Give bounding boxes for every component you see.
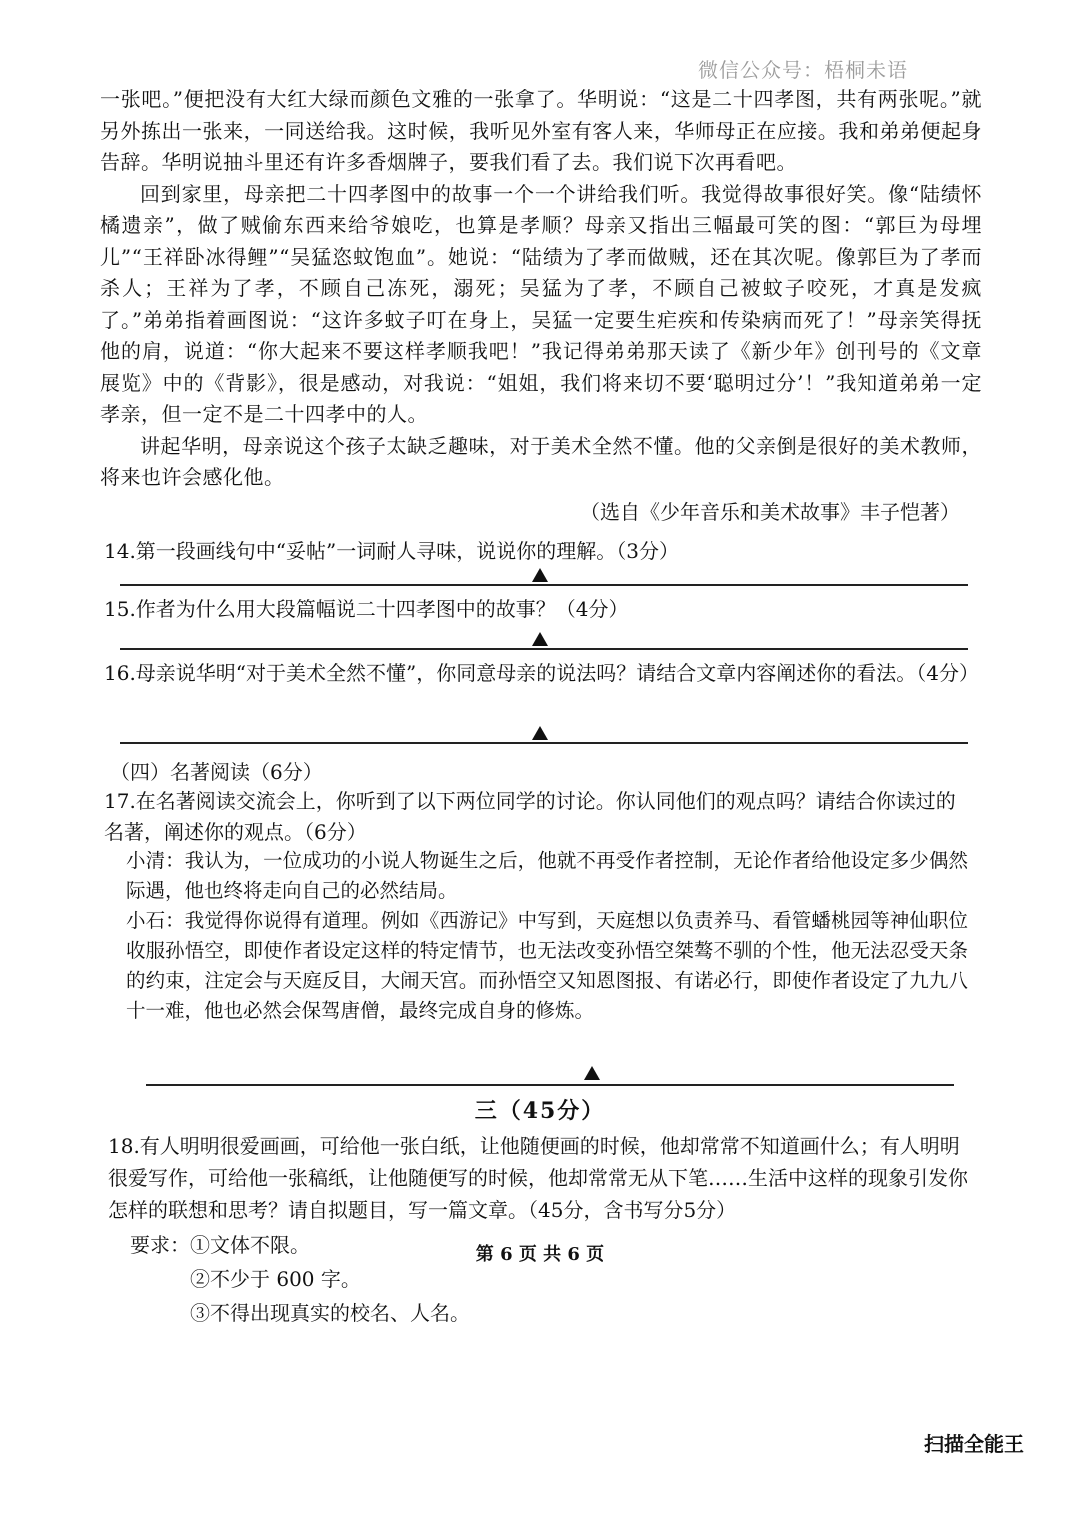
- requirement-2: ②不少于 600 字。: [190, 1267, 361, 1291]
- section-4-heading: （四）名著阅读（6分）: [110, 760, 323, 784]
- reading-passage: [100, 84, 982, 494]
- speaker-label: 小石：: [126, 909, 185, 932]
- passage-paragraph-1: 一张吧。”便把没有大红大绿而颜色文雅的一张拿了。华明说：“这是二十四孝图，共有两张呢。”就另外拣出一张来，一同送给我。这时候，我听见外室有客人来，华师母正在应接。我和弟弟便起身告辞。华明说抽斗里还有许多香烟牌子，要我们看了去。我们说下次再看吧。: [100, 87, 982, 174]
- answer-line-17[interactable]: [146, 1084, 954, 1086]
- answer-marker-icon: [532, 632, 548, 646]
- requirement-1: ①文体不限。: [190, 1233, 310, 1257]
- answer-marker-icon: [532, 568, 548, 582]
- scanner-watermark: 扫描全能王: [924, 1432, 1024, 1456]
- speaker-label: 小清：: [126, 849, 185, 872]
- dialog-text: 我认为，一位成功的小说人物诞生之后，他就不再受作者控制，无论作者给他设定多少偶然际遇，他也终将走向自己的必然结局。: [126, 849, 968, 902]
- passage-source: （选自《少年音乐和美术故事》丰子恺著）: [580, 500, 960, 524]
- answer-line-14[interactable]: [120, 584, 968, 586]
- answer-line-16[interactable]: [120, 742, 968, 744]
- watermark-text: 微信公众号：梧桐未语: [698, 58, 908, 82]
- dialog-xiaoshi: [126, 906, 968, 1026]
- dialog-xiaoqing: [126, 846, 968, 906]
- answer-marker-icon: [532, 726, 548, 740]
- question-16-text: 16.母亲说华明“对于美术全然不懂”，你同意母亲的说法吗？请结合文章内容阐述你的看法。（4分）: [104, 661, 979, 685]
- requirement-3: ③不得出现真实的校名、人名。: [190, 1301, 470, 1325]
- question-15: 15.作者为什么用大段篇幅说二十四孝图中的故事？（4分）: [104, 597, 629, 621]
- passage-paragraph-3: 讲起华明，母亲说这个孩子太缺乏趣味，对于美术全然不懂。他的父亲倒是很好的美术教师，将来也许会感化他。: [100, 433, 982, 489]
- answer-line-15[interactable]: [120, 648, 968, 650]
- part-3-title: 三（45分）: [474, 1098, 606, 1124]
- page-number: 第 6 页 共 6 页: [475, 1244, 605, 1265]
- question-17: 17.在名著阅读交流会上，你听到了以下两位同学的讨论。你认同他们的观点吗？请结合你读过的名著，阐述你的观点。（6分）: [104, 789, 956, 844]
- answer-marker-icon: [584, 1066, 600, 1080]
- question-14: 14.第一段画线句中“妥帖”一词耐人寻味，说说你的理解。（3分）: [104, 539, 679, 563]
- question-18: 18.有人明明很爱画画，可给他一张白纸，让他随便画的时候，他却常常不知道画什么；有人明明很爱写作，可给他一张稿纸，让他随便写的时候，他却常常无从下笔……生活中这样的现象引发你怎样的联想和思考？请自拟题目，写一篇文章。（45分，含书写分5分）: [108, 1134, 968, 1222]
- requirements-label: 要求：: [130, 1233, 190, 1257]
- passage-paragraph-2: 回到家里，母亲把二十四孝图中的故事一个一个讲给我们听。我觉得故事很好笑。像“陆绩怀橘遗亲”，做了贼偷东西来给爷娘吃，也算是孝顺？母亲又指出三幅最可笑的图：“郭巨为母埋儿”“王祥卧冰得鲤”“吴猛恣蚊饱血”。她说：“陆绩为了孝而做贼，还在其次呢。像郭巨为了孝而杀人；王祥为了孝，不顾自己冻死，溺死；吴猛为了孝，不顾自己被蚊子咬死，才真是发疯了。”弟弟指着画图说：“这许多蚊子叮在身上，吴猛一定要生疟疾和传染病而死了！”母亲笑得抚他的肩，说道：“你大起来不要这样孝顺我吧！”我记得弟弟那天读了《新少年》创刊号的《文章展览》中的《背影》，很是感动，对我说：“姐姐，我们将来切不要‘聪明过分’！”我知道弟弟一定孝亲，但一定不是二十四孝中的人。: [100, 181, 982, 426]
- dialog-text: 我觉得你说得有道理。例如《西游记》中写到，天庭想以负责养马、看管蟠桃园等神仙职位收服孙悟空，即使作者设定这样的特定情节，也无法改变孙悟空桀骜不驯的个性，他无法忍受天条的约束，注定会与天庭反目，大闹天宫。而孙悟空又知恩图报、有诺必行，即使作者设定了九九八十一难，他也必然会保驾唐僧，最终完成自身的修炼。: [126, 909, 968, 1022]
- question-16: [104, 658, 984, 689]
